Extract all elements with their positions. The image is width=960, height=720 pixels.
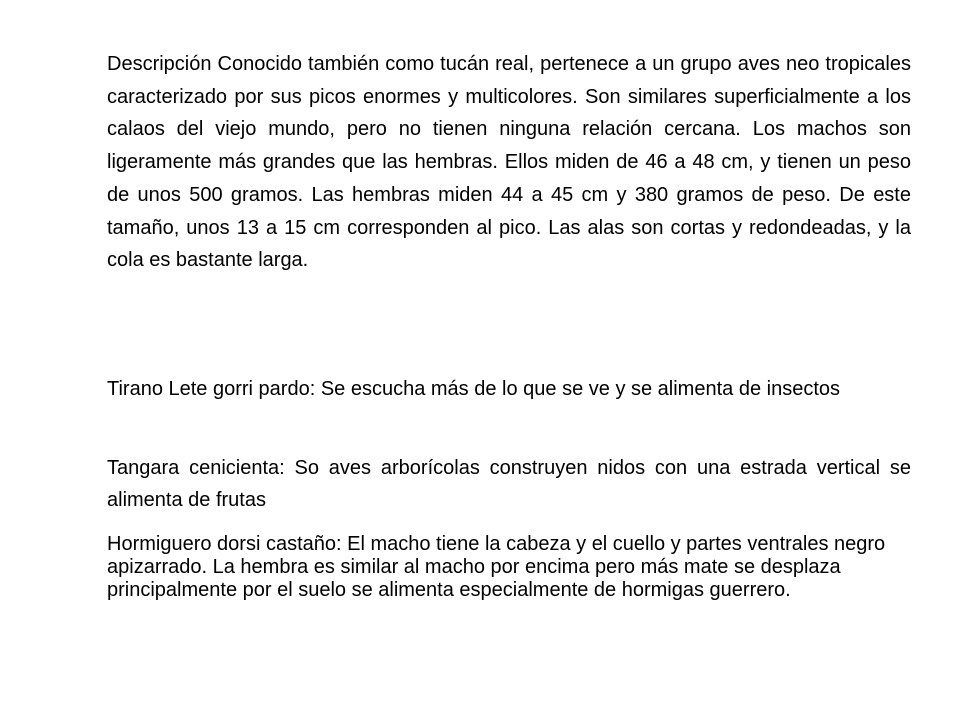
tirano-paragraph: Tirano Lete gorri pardo: Se escucha más de lo que se ve y se alimenta de insectos bbox=[107, 378, 840, 400]
hormiguero-paragraph: Hormiguero dorsi castaño: El macho tiene la cabeza y el cuello y partes ventrales negro apizarrado. La hembra es similar al macho por encima pero más mate se desplaza principalmente por el suelo se alimenta especialmente de hormigas guerrero. bbox=[107, 533, 886, 601]
description-paragraph: Descripción Conocido también como tucán real, pertenece a un grupo aves neo tropicales caracterizado por sus picos enormes y multicolores. Son similares superficialmente a los calaos del viejo mundo, pero no tienen ninguna relación cercana. Los machos son ligeramente más grandes que las hembras. Ellos miden de 46 a 48 cm, y tienen un peso de unos 500 gramos. Las hembras miden 44 a 45 cm y 380 gramos de peso. De este tamaño, unos 13 a 15 cm corresponden al pico. Las alas son cortas y redondeadas, y la cola es bastante larga. bbox=[107, 53, 911, 272]
tangara-paragraph: Tangara cenicienta: So aves arborícolas construyen nidos con una estrada vertical se alimenta de frutas bbox=[107, 457, 911, 511]
